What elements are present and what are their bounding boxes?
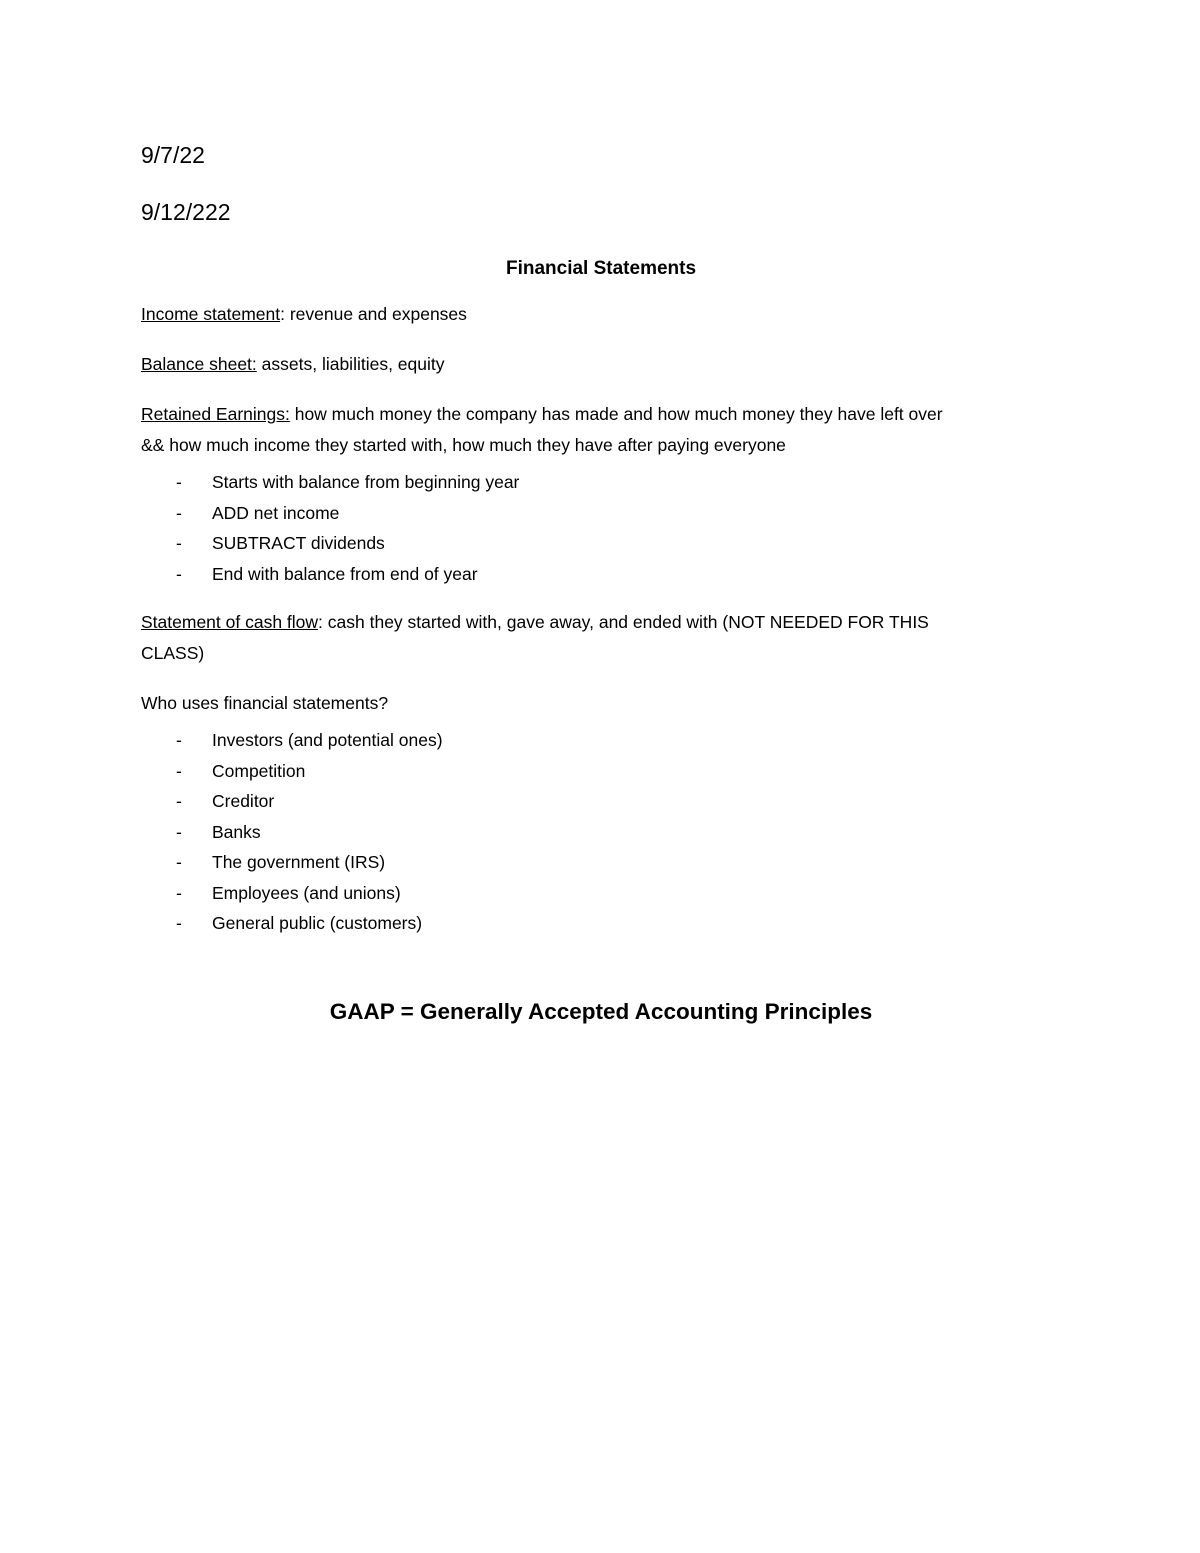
- list-item-text: Creditor: [212, 791, 275, 811]
- cash-flow-term: Statement of cash flow: [141, 612, 319, 632]
- retained-earnings-definition: how much money the company has made and how much money they have left over: [289, 404, 943, 424]
- retained-earnings-term: Retained Earnings:: [141, 404, 290, 424]
- dash-bullet: -: [176, 760, 182, 781]
- retained-earnings-definition-cont: && how much income they started with, how much they have after paying everyone: [141, 435, 786, 455]
- date-2: 9/12/222: [141, 199, 231, 225]
- dash-bullet: -: [176, 882, 182, 903]
- dash-bullet: -: [176, 563, 182, 584]
- balance-sheet-term: Balance sheet:: [141, 354, 257, 374]
- list-item-text: Employees (and unions): [212, 882, 401, 903]
- list-item-text: Competition: [212, 760, 306, 781]
- cash-flow-definition: : cash they started with, gave away, and ended with (NOT NEEDED FOR THIS: [318, 612, 929, 632]
- list-item-text: The government (IRS): [212, 852, 386, 872]
- gaap-heading: GAAP = Generally Accepted Accounting Principles: [329, 998, 873, 1024]
- dash-bullet: -: [176, 502, 182, 523]
- list-item-text: End with balance from end of year: [212, 563, 478, 584]
- list-item-text: Starts with balance from beginning year: [212, 472, 520, 492]
- cash-flow-paragraph: [141, 607, 1061, 669]
- dash-bullet: -: [176, 821, 182, 842]
- dash-bullet: -: [176, 472, 182, 492]
- list-item: [141, 908, 1061, 939]
- list-item: [141, 498, 1061, 529]
- list-item: [141, 559, 1061, 590]
- balance-sheet-definition: assets, liabilities, equity: [256, 354, 445, 374]
- list-item-text: SUBTRACT dividends: [212, 533, 385, 553]
- list-item: [141, 725, 1061, 756]
- list-item: [141, 786, 1061, 817]
- list-item: [141, 878, 1061, 909]
- list-item: [141, 528, 1061, 559]
- list-item: [141, 467, 1061, 498]
- retained-earnings-paragraph: [141, 399, 1061, 461]
- list-item: [141, 756, 1061, 787]
- balance-sheet-line: [141, 349, 1061, 380]
- dash-bullet: -: [176, 791, 182, 811]
- retained-earnings-list: [141, 467, 1061, 589]
- dash-bullet: -: [176, 533, 182, 553]
- cash-flow-definition-cont: CLASS): [141, 643, 205, 663]
- list-item-text: Investors (and potential ones): [212, 730, 443, 750]
- list-item: [141, 817, 1061, 848]
- dash-bullet: -: [176, 730, 182, 750]
- list-item-text: General public (customers): [212, 913, 423, 933]
- page-content: [141, 140, 1061, 1049]
- dash-bullet: -: [176, 913, 182, 933]
- users-question: Who uses financial statements?: [141, 693, 389, 713]
- users-list: [141, 725, 1061, 939]
- income-statement-term: Income statement: [141, 304, 281, 324]
- date-1: 9/7/22: [141, 142, 205, 168]
- income-statement-definition: : revenue and expenses: [280, 304, 467, 324]
- document-title: Financial Statements: [505, 258, 697, 279]
- dash-bullet: -: [176, 852, 182, 872]
- income-statement-line: [141, 299, 1061, 330]
- list-item-text: ADD net income: [212, 502, 340, 523]
- list-item-text: Banks: [212, 821, 261, 842]
- list-item: [141, 847, 1061, 878]
